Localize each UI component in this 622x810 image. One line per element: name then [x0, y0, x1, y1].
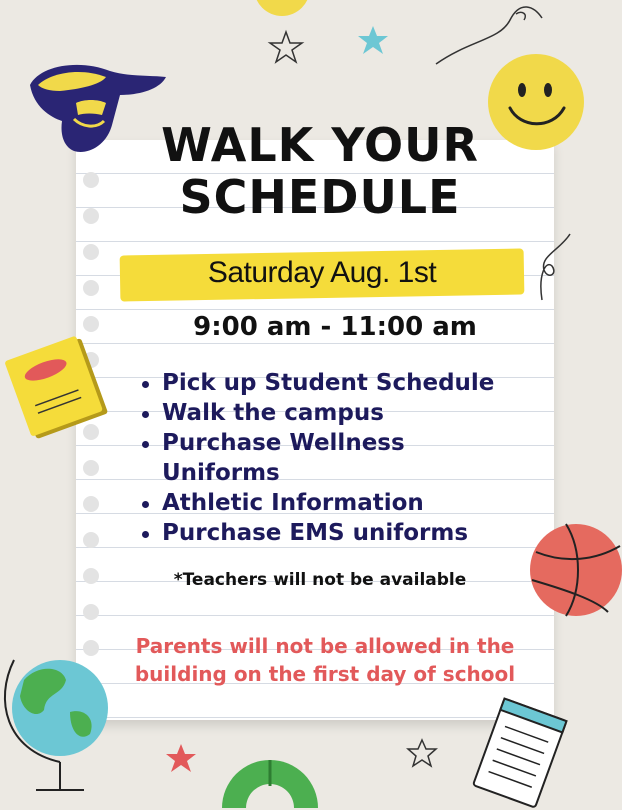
list-item: Athletic Information [140, 488, 540, 518]
list-item: Walk the campus [140, 398, 540, 428]
paper-hole [83, 568, 99, 584]
list-item: Purchase Wellness Uniforms [140, 428, 422, 488]
star-icon [406, 738, 438, 768]
paper-hole [83, 532, 99, 548]
star-icon [268, 30, 304, 64]
notepad-icon [468, 692, 578, 808]
teachers-note: *Teachers will not be available [173, 570, 467, 590]
star-icon [356, 24, 390, 56]
paper-hole [83, 460, 99, 476]
paper-hole [83, 496, 99, 512]
event-date: Saturday Aug. 1st [207, 256, 437, 289]
list-item: Pick up Student Schedule [140, 368, 540, 398]
paper-hole [83, 604, 99, 620]
squiggle-icon [530, 230, 580, 310]
activity-list [140, 368, 540, 548]
basketball-icon [526, 520, 622, 620]
paper-hole [83, 280, 99, 296]
list-item: Purchase EMS uniforms [140, 518, 540, 548]
protractor-icon [218, 746, 322, 808]
star-icon [164, 742, 198, 774]
event-time: 9:00 am - 11:00 am [193, 312, 477, 342]
title-line-2: SCHEDULE [179, 170, 461, 224]
paper-hole [83, 172, 99, 188]
book-icon [4, 330, 116, 442]
paper-hole [83, 208, 99, 224]
sun-icon [240, 0, 330, 30]
warning-line-2: building on the first day of school [134, 662, 516, 686]
title-line-1: WALK YOUR [161, 118, 479, 172]
warning-line-1: Parents will not be allowed in the [135, 634, 515, 658]
paper-hole [83, 244, 99, 260]
parents-warning [100, 632, 550, 688]
